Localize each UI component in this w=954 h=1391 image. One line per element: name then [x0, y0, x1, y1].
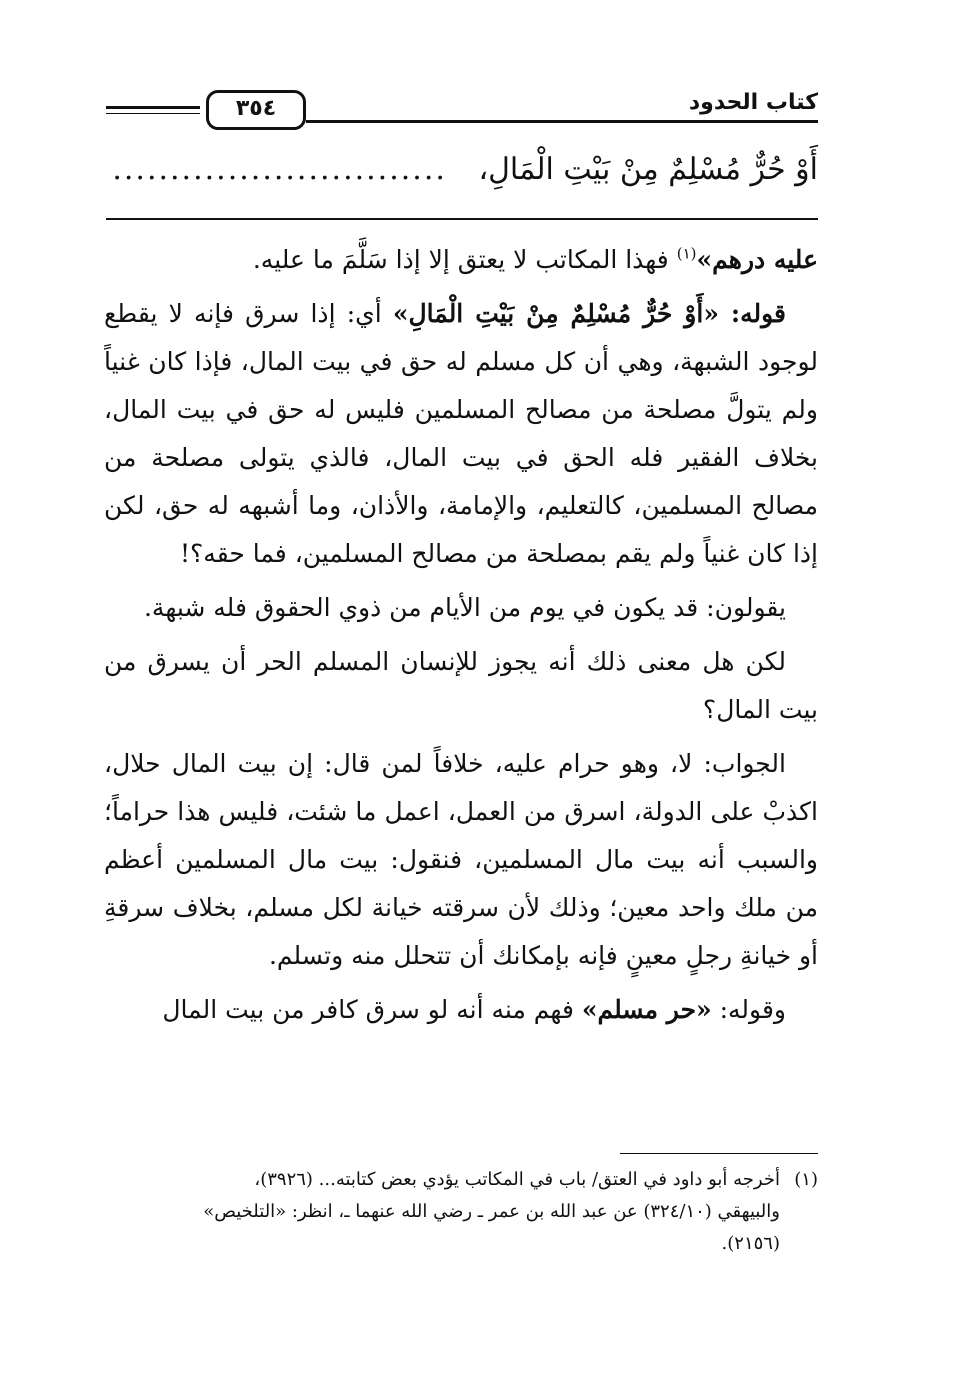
- header-rule-middle: [306, 120, 446, 123]
- page-number: ٣٥٤: [206, 90, 306, 130]
- p2-text: أي: إذا سرق فإنه لا يقطع لوجود الشبهة، وهي أن كل مسلم له حق في بيت المال، فإذا كان غنياً ولم يتولَّ مصلحة من مصالح المسلمين فليس له حق في بيت المال، بخلاف الفقير فله الحق في بيت المال، فالذي يتولى مصلحة من مصالح المسلمين، كالتعليم، والإمامة، والأذان، وما أشبهه له حق، لكن إذا كان غنياً ولم يقم بمصلحة من مصالح المسلمين، فما حقه؟!: [104, 299, 818, 568]
- matn-separator: [106, 218, 818, 220]
- paragraph-6: [104, 986, 818, 1034]
- footnote-line-3: (٢١٥٦).: [721, 1233, 780, 1254]
- paragraph-4: لكن هل معنى ذلك أنه يجوز للإنسان المسلم الحر أن يسرق من بيت المال؟: [104, 647, 818, 724]
- footnote-number: (١): [794, 1169, 818, 1190]
- paragraph-3: يقولون: قد يكون في يوم من الأيام من ذوي الحقوق فله شبهة.: [143, 593, 786, 622]
- footnote-line-1: [104, 1164, 818, 1196]
- paragraph-5: الجواب: لا، وهو حرام عليه، خلافاً لمن قال: إن بيت المال حلال، اكذبْ على الدولة، اسرق من العمل، اعمل ما شئت، فليس هذا حراماً؛ والسبب أنه بيت مال المسلمين، فنقول: بيت مال المسلمين أعظم من ملك واحد معين؛ وذلك لأن سرقته خيانة لكل مسلم، بخلاف سرقةِ أو خيانةِ رجلٍ معينٍ فإنه بإمكانك أن تتحلل منه وتسلم.: [104, 749, 818, 970]
- p6-text: فهم منه أنه لو سرق كافر من بيت المال: [162, 995, 582, 1024]
- paragraph-1: [104, 236, 818, 284]
- matn-dots: .............................: [112, 152, 447, 187]
- p6-pre: وقوله:: [711, 995, 786, 1024]
- header-rule-left: [106, 106, 200, 114]
- footnote-line-2: والبيهقي (٣٢٤/١٠) عن عبد الله بن عمر ـ رضي الله عنهما ـ، انظر: «التلخيص»: [203, 1201, 780, 1222]
- header-rule-right: [446, 120, 818, 123]
- footnote-text-1: أخرجه أبو داود في العتق/ باب في المكاتب يؤدي بعض كتابته... (٣٩٢٦)،: [254, 1169, 780, 1190]
- paragraph-2: [104, 290, 818, 578]
- chapter-title: كتاب الحدود: [688, 90, 818, 115]
- matn-text: أَوْ حُرٌّ مُسْلِمٌ مِنْ بَيْتِ الْمَالِ،: [478, 152, 818, 187]
- p1-bold: عليه درهم»: [696, 245, 818, 274]
- footnote-separator: [620, 1153, 818, 1154]
- footnote: [104, 1164, 818, 1260]
- footnote-ref: (١): [676, 244, 697, 263]
- commentary-body: [104, 236, 818, 1040]
- page-header: [106, 84, 818, 124]
- p1-text: فهذا المكاتب لا يعتق إلا إذا سَلَّمَ ما عليه.: [252, 245, 677, 274]
- p6-bold: «حر مسلم»: [581, 995, 712, 1024]
- matn-line: [112, 152, 818, 187]
- p2-bold: قوله: «أَوْ حُرٌّ مُسْلِمٌ مِنْ بَيْتِ الْمَالِ»: [392, 299, 786, 328]
